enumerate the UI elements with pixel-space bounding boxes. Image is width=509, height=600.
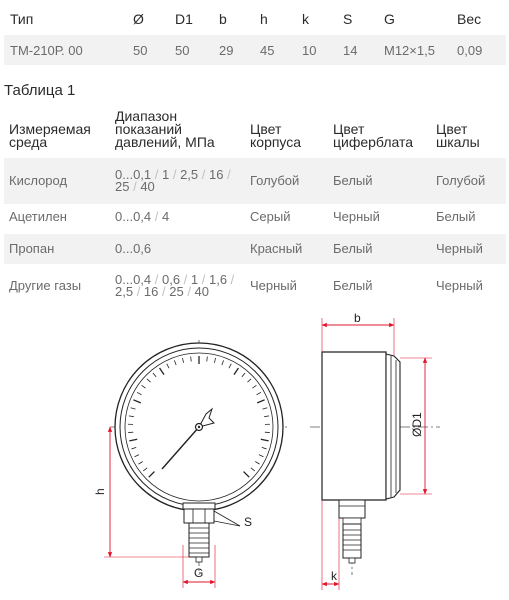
row4-dial-color: Белый <box>333 278 373 293</box>
range-value: 0...0,4 <box>115 209 152 224</box>
dimension-label-k: k <box>331 569 337 583</box>
row2-range: 0...0,4 / 4 <box>115 209 170 224</box>
range-value: 2,5 <box>180 167 199 182</box>
range-value: 0...0,6 <box>115 241 152 256</box>
table1-header-scale-color: Цвет шкалы <box>436 121 480 150</box>
row4-range-line1: 0...0,4 / 0,6 / 1 / 1,6 / <box>115 272 235 287</box>
spec-value-d1: 50 <box>175 43 190 58</box>
row3-medium: Пропан <box>9 241 55 256</box>
row3-dial-color: Белый <box>333 241 373 256</box>
range-value: 1 <box>161 167 170 182</box>
spec-header-weight: Вес <box>457 11 482 27</box>
spec-header-diameter: Ø <box>133 11 144 27</box>
range-value: 25 <box>115 179 130 194</box>
row4-range-line2: 2,5 / 16 / 25 / 40 <box>115 284 210 299</box>
range-value: 0,6 <box>161 272 181 287</box>
range-value: 2,5 <box>115 284 134 299</box>
row2-body-color: Серый <box>250 209 291 224</box>
spec-value-type: ТМ-210Р. 00 <box>10 43 83 58</box>
spec-value-k: 10 <box>302 43 317 58</box>
row1-scale-color: Голубой <box>436 173 486 188</box>
row2-dial-color: Черный <box>333 209 380 224</box>
gauge-side-view <box>310 352 440 575</box>
range-value: 16 <box>143 284 159 299</box>
range-value: 1 <box>190 272 199 287</box>
range-value: 40 <box>140 179 155 194</box>
spec-header-d1: D1 <box>175 11 193 27</box>
dimension-label-h: h <box>93 488 107 495</box>
table1-header-dial-color: Цвет циферблата <box>333 121 414 150</box>
spec-value-weight: 0,09 <box>457 43 483 58</box>
spec-value-b: 29 <box>219 43 234 58</box>
range-value: 1,6 <box>208 272 228 287</box>
row1-range-line2: 25 / 40 <box>115 179 155 194</box>
range-value: 0...0,4 <box>115 272 152 287</box>
spec-header-type: Тип <box>10 11 34 27</box>
spec-header-b: b <box>219 11 227 27</box>
row4-body-color: Черный <box>250 278 297 293</box>
spec-header-g: G <box>384 11 395 27</box>
row4-medium: Другие газы <box>9 278 82 293</box>
spec-value-s: 14 <box>343 43 358 58</box>
gauge-front-view <box>110 340 290 575</box>
spec-value-g: М12×1,5 <box>384 43 435 58</box>
row1-range-line1: 0...0,1 / 1 / 2,5 / 16 / <box>115 167 231 182</box>
row1-dial-color: Белый <box>333 173 373 188</box>
spec-header-s: S <box>343 11 353 27</box>
table1-header-range: Диапазон показаний давлений, МПа <box>115 108 215 150</box>
dimension-label-b: b <box>354 311 361 325</box>
row1-body-color: Голубой <box>250 173 300 188</box>
row3-body-color: Красный <box>250 241 303 256</box>
dimension-label-s: S <box>244 515 253 529</box>
dimension-label-d1: ØD1 <box>410 412 424 437</box>
row3-scale-color: Черный <box>436 241 483 256</box>
range-value: 16 <box>208 167 224 182</box>
spec-value-diameter: 50 <box>133 43 148 58</box>
row2-scale-color: Белый <box>436 209 476 224</box>
row1-medium: Кислород <box>9 173 68 188</box>
range-value: 40 <box>194 284 210 299</box>
spec-value-h: 45 <box>260 43 275 58</box>
range-value: 25 <box>169 284 184 299</box>
row2-medium: Ацетилен <box>9 209 67 224</box>
range-value: 4 <box>161 209 170 224</box>
range-value: 0...0,1 <box>115 167 152 182</box>
spec-header-k: k <box>302 11 309 27</box>
row4-scale-color: Черный <box>436 278 483 293</box>
table1-caption: Таблица 1 <box>4 82 76 99</box>
dimension-label-g: G <box>194 566 204 580</box>
spec-header-h: h <box>260 11 268 27</box>
table1-header-medium: Измеряемая среда <box>9 121 91 150</box>
table1-header-body-color: Цвет корпуса <box>250 121 302 150</box>
